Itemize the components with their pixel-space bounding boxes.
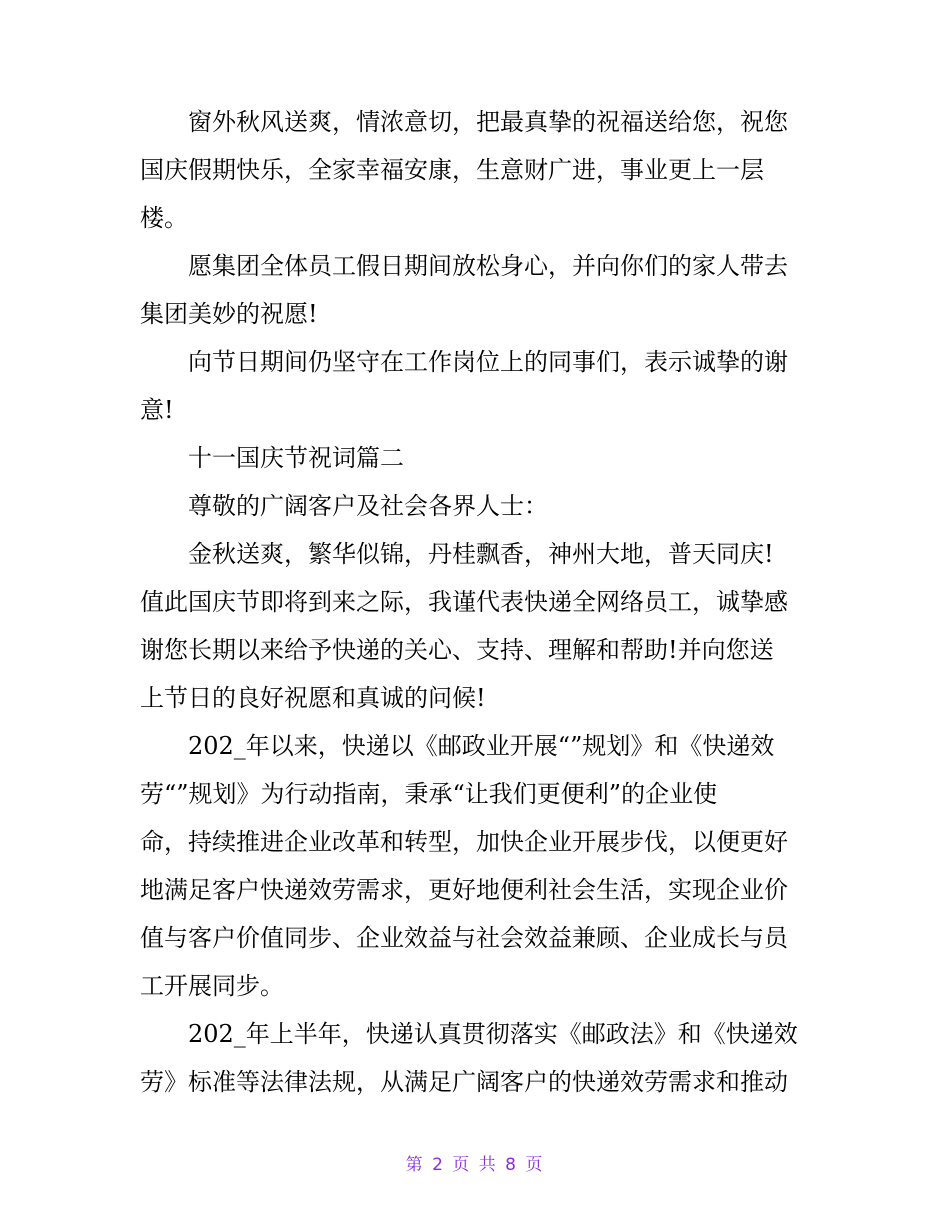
paragraph-line: 意! <box>140 396 174 424</box>
paragraph-line: 国庆假期快乐，全家幸福安康，生意财广进，事业更上一层 <box>140 156 764 184</box>
paragraph-line: 202_年以来，快递以《邮政业开展“”规划》和《快递效 <box>188 732 775 760</box>
paragraph-line: 值与客户价值同步、企业效益与社会效益兼顾、企业成长与员 <box>140 924 788 952</box>
paragraph-line: 楼。 <box>140 204 188 232</box>
paragraph-line: 劳》标准等法律法规，从满足广阔客户的快递效劳需求和推动 <box>140 1068 788 1096</box>
paragraph-line: 值此国庆节即将到来之际，我谨代表快递全网络员工，诚挚感 <box>140 588 788 616</box>
paragraph-line: 金秋送爽，繁华似锦，丹桂飘香，神州大地，普天同庆! <box>188 540 774 568</box>
paragraph-line: 命，持续推进企业改革和转型，加快企业开展步伐，以便更好 <box>140 828 788 856</box>
paragraph-line: 集团美妙的祝愿! <box>140 300 318 328</box>
paragraph-line: 劳“”规划》为行动指南，秉承“让我们更便利”的企业使 <box>140 780 718 808</box>
section-heading: 十一国庆节祝词篇二 <box>188 444 404 472</box>
paragraph-line: 向节日期间仍坚守在工作岗位上的同事们，表示诚挚的谢 <box>188 348 788 376</box>
paragraph-line: 谢您长期以来给予快递的关心、支持、理解和帮助!并向您送 <box>140 636 774 664</box>
paragraph-line: 上节日的良好祝愿和真诚的问候! <box>140 684 486 712</box>
page-number-footer: 第 2 页 共 8 页 <box>405 1155 545 1175</box>
salutation-line: 尊敬的广阔客户及社会各界人士： <box>188 492 548 520</box>
paragraph-line: 地满足客户快递效劳需求，更好地便利社会生活，实现企业价 <box>140 876 788 904</box>
paragraph-line: 工开展同步。 <box>140 972 284 1000</box>
paragraph-line: 202_年上半年，快递认真贯彻落实《邮政法》和《快递效 <box>188 1020 798 1048</box>
paragraph-line: 窗外秋风送爽，情浓意切，把最真挚的祝福送给您，祝您 <box>188 108 788 136</box>
paragraph-line: 愿集团全体员工假日期间放松身心，并向你们的家人带去 <box>188 252 788 280</box>
